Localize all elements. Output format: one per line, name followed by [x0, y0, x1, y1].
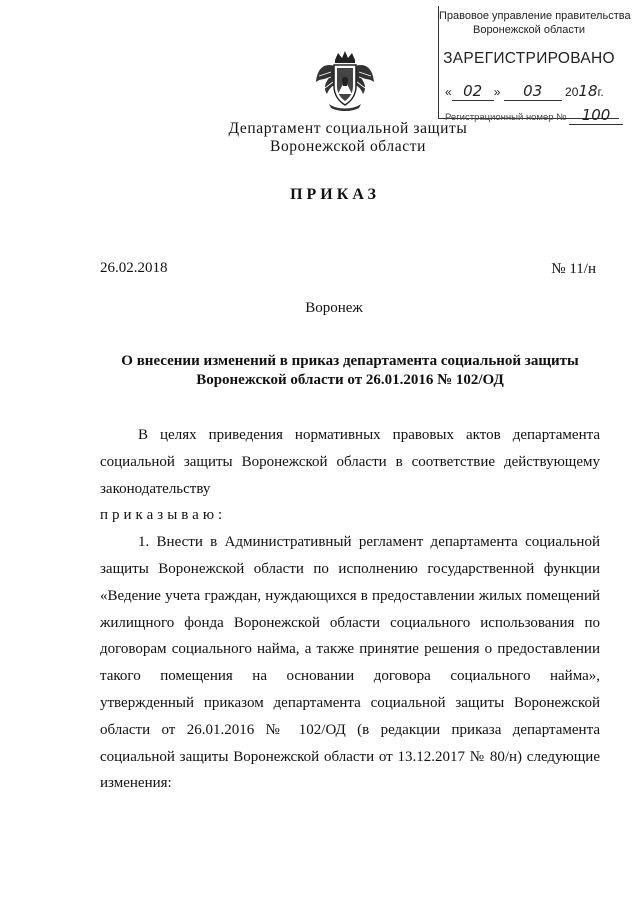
stamp-month: 03 [523, 82, 543, 100]
document-date: 26.02.2018 [100, 260, 168, 276]
body-line: изменения: [100, 775, 172, 792]
body-line: социальной защиты Воронежской области в соответствие действующему [100, 453, 600, 470]
body-line: законодательству [100, 480, 211, 497]
document-number: № 11/н [551, 261, 596, 277]
stamp-reg-number-label: Регистрационный номер № [445, 112, 567, 123]
body-line: социальной защиты Воронежской области от 13.12.2017 № 80/н) следующие [100, 748, 600, 765]
body-line: «Ведение учета граждан, нуждающихся в предоставлении жилых помещений [100, 587, 600, 604]
document-type: ПРИКАЗ [290, 186, 380, 203]
stamp-reg-number-value: 100 [581, 106, 611, 124]
body-line: договорам социального найма, а также принятие решения о предоставлении [100, 641, 600, 658]
document-city: Воронеж [305, 300, 363, 316]
document-title [100, 352, 600, 390]
department-name-line1: Департамент социальной защиты [228, 120, 468, 137]
title-line2: Воронежской области от 26.01.2016 № 102/ОД [196, 372, 504, 388]
stamp-year-suffix: г. [597, 85, 604, 99]
voronezh-coat-of-arms-icon [315, 50, 375, 112]
body-line: такого помещения на основании договора социального найма», [100, 668, 600, 685]
title-line1: О внесении изменений в приказ департамента социальной защиты [121, 353, 579, 369]
body-line: В целях приведения нормативных правовых актов департамента [138, 427, 600, 443]
stamp-org-line1: Правовое управление правительства [439, 10, 631, 22]
stamp-year: 18 [578, 82, 598, 100]
document-body [100, 424, 600, 799]
stamp-day: 02 [463, 82, 483, 100]
body-line: жилищного фонда Воронежской области социального использования по [100, 614, 600, 631]
department-name-line2: Воронежской области [270, 138, 426, 155]
body-line: области от 26.01.2016 № 102/ОД (в редакции приказа департамента [100, 721, 600, 738]
stamp-year-prefix: 20 [565, 85, 579, 99]
registration-stamp [438, 6, 631, 124]
body-line: защиты Воронежской области по исполнению государственной функции [100, 560, 600, 577]
order-word: приказываю: [100, 507, 227, 524]
stamp-org-line2: Воронежской области [472, 24, 585, 36]
body-line: 1. Внести в Административный регламент департамента социальной [138, 534, 600, 551]
stamp-date: « 02 » 03 2018г. [445, 82, 604, 100]
body-line: утвержденный приказом департамента социальной защиты Воронежской [100, 694, 600, 711]
stamp-registered: ЗАРЕГИСТРИРОВАНО [443, 50, 615, 67]
